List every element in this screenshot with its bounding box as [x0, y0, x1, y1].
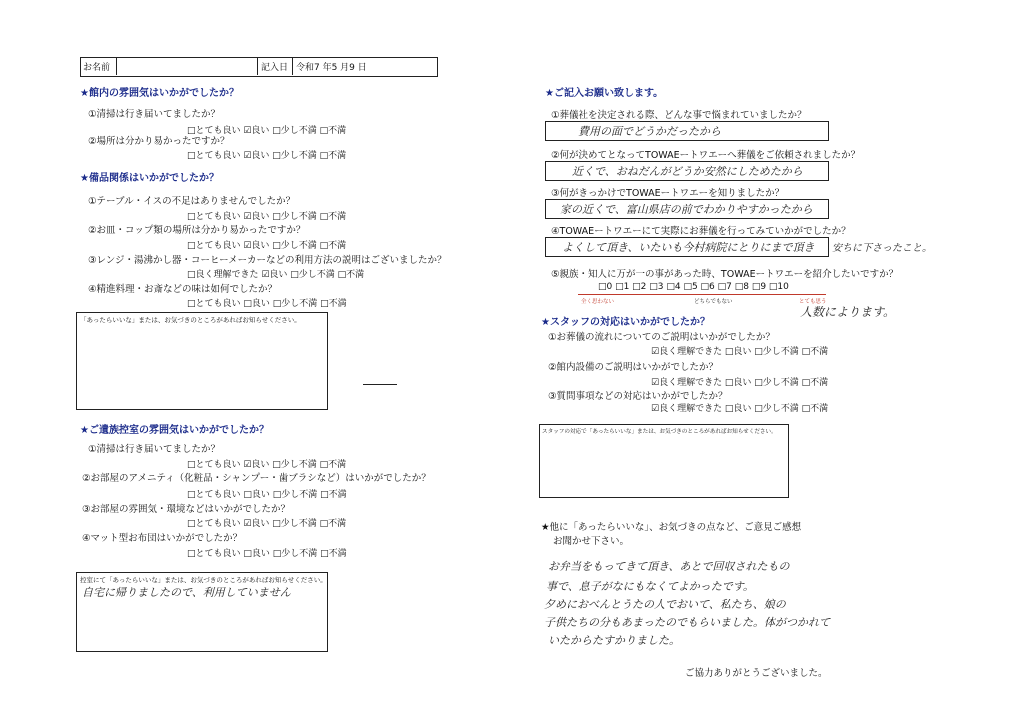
divider-mark: [363, 384, 397, 385]
comment-line: いたからたすかりました。: [548, 634, 680, 647]
other-comments-subtitle: お聞かせ下さい。: [553, 536, 630, 547]
section-title-waiting-room: ★ご遺族控室の雰囲気はいかがでしたか？: [80, 425, 269, 436]
name-field[interactable]: [117, 57, 257, 75]
answer-experience: よくして頂き、いたいも今村病院にとりにまで頂き: [562, 241, 815, 254]
section-title-equipment: ★備品関係はいかがでしたか？: [80, 173, 219, 184]
scale-label-mid: どちらでもない: [694, 299, 733, 305]
staff-comment-box[interactable]: [539, 424, 789, 498]
question-appliances: ③レンジ・湯沸かし器・コーヒーメーカーなどの利用方法の説明はございましたか？: [88, 255, 447, 266]
equipment-comment-caption: 「あったらいいな」または、お気づきのところがあればお知らせください。: [80, 316, 301, 324]
date-value[interactable]: 令和7 年5 月9 日: [296, 63, 367, 73]
question-futon: ④マット型お布団はいかがでしたか？: [82, 533, 243, 544]
options-futon[interactable]: □とても良い □良い □少し不満 □不満: [187, 549, 347, 559]
options-funeral-flow[interactable]: ☑良く理解できた □良い □少し不満 □不満: [651, 347, 829, 357]
answer-concerns: 費用の面でどうかだったから: [578, 125, 721, 138]
name-label: お名前: [83, 63, 111, 73]
waiting-room-comment-caption: 控室にて「あったらいいな」または、お気づきのところがあればお知らせください。: [80, 576, 327, 584]
question-venue-cleaning: ①清掃は行き届いてましたか？: [88, 109, 221, 120]
answer-experience-extra: 安ちに下さったこと。: [832, 243, 932, 254]
question-dishes-location: ②お皿・コップ類の場所は分かり易かったですか？: [88, 225, 306, 236]
answer-decision-reason: 近くで、おねだんがどうか安然にしためたから: [572, 165, 803, 178]
comment-line: 事で、息子がなにもなくてよかったです。: [546, 580, 754, 593]
section-title-staff: ★スタッフの対応はいかがでしたか？: [541, 317, 710, 328]
scale-arrow-line: [578, 294, 826, 295]
section-title-venue: ★館内の雰囲気はいかがでしたか？: [80, 88, 239, 99]
question-decision-reason: ②何が決めてとなってTOWAEートワエーへ葬儀をご依頼されましたか？: [551, 150, 861, 161]
comment-line: お弁当をもってきて頂き、あとで回収されたもの: [548, 560, 790, 573]
question-recommend: ⑤親族・知人に万が一の事があった時、TOWAEートワエーを紹介したいですか？: [551, 269, 899, 280]
options-venue-location[interactable]: □とても良い ☑良い □少し不満 □不満: [187, 151, 347, 161]
question-amenities: ②お部屋のアメニティ（化粧品・シャンプー・歯ブラシなど）はいかがでしたか？: [82, 473, 431, 484]
question-food-taste: ④精進料理・お斎などの味は如何でしたか？: [88, 284, 278, 295]
question-funeral-flow: ①お葬儀の流れについてのご説明はいかがでしたか？: [548, 332, 775, 343]
comment-line: 夕めにおべんとうたの人でおいて、私たち、娘の: [544, 598, 786, 611]
options-inquiry-response[interactable]: ☑良く理解できた □良い □少し不満 □不満: [651, 404, 829, 414]
recommend-scale[interactable]: □0 □1 □2 □3 □4 □5 □6 □7 □8 □9 □10: [598, 282, 789, 292]
date-label: 記入日: [261, 63, 289, 73]
question-inquiry-response: ③質問事項などの対応はいかがでしたか？: [548, 391, 728, 402]
question-venue-location: ②場所は分かり易かったですか？: [88, 136, 230, 147]
other-comments-area[interactable]: [536, 558, 830, 654]
question-tables-chairs: ①テーブル・イスの不足はありませんでしたか？: [88, 196, 296, 207]
comment-line: 子供たちの分もあまったのでもらいました。体がつかれて: [544, 616, 830, 629]
question-experience: ④TOWAEートワエーにて実際にお葬儀を行ってみていかがでしたか？: [551, 226, 851, 237]
answer-how-known: 家の近くで、富山県店の前でわかりやすかったから: [560, 203, 813, 216]
options-food-taste[interactable]: □とても良い □良い □少し不満 □不満: [187, 299, 347, 309]
question-facility-explanation: ②館内設備のご説明はいかがでしたか？: [548, 362, 719, 373]
recommend-note: 人数によります。: [800, 305, 896, 319]
question-room-cleaning: ①清掃は行き届いてましたか？: [88, 444, 221, 455]
options-dishes-location[interactable]: □とても良い ☑良い □少し不満 □不満: [187, 241, 347, 251]
scale-label-high: とても思う: [799, 299, 827, 305]
equipment-comment-box[interactable]: [76, 312, 328, 410]
options-room-atmosphere[interactable]: □とても良い ☑良い □少し不満 □不満: [187, 519, 347, 529]
waiting-room-comment-answer: 自宅に帰りましたので、利用していません: [82, 586, 291, 599]
other-comments-title: ★他に「あったらいいな」、お気づきの点など、ご意見ご感想: [541, 522, 802, 533]
options-room-cleaning[interactable]: □とても良い ☑良い □少し不満 □不満: [187, 460, 347, 470]
options-venue-cleaning[interactable]: □とても良い ☑良い □少し不満 □不満: [187, 126, 347, 136]
question-how-known: ③何がきっかけでTOWAEートワエーを知りましたか？: [551, 188, 785, 199]
scale-label-low: 全く思わない: [581, 299, 615, 305]
options-amenities[interactable]: □とても良い □良い □少し不満 □不満: [187, 490, 347, 500]
staff-comment-caption: スタッフの対応で「あったらいいな」または、お気づきのところがあればお知らせください。: [542, 429, 777, 435]
options-tables-chairs[interactable]: □とても良い ☑良い □少し不満 □不満: [187, 212, 347, 222]
question-room-atmosphere: ③お部屋の雰囲気・環境などはいかがでしたか？: [82, 504, 291, 515]
options-appliances[interactable]: □良く理解できた ☑良い □少し不満 □不満: [187, 270, 365, 280]
options-facility-explanation[interactable]: ☑良く理解できた □良い □少し不満 □不満: [651, 378, 829, 388]
thanks-message: ご協力ありがとうございました。: [685, 668, 828, 679]
section-title-request: ★ご記入お願い致します。: [545, 88, 664, 99]
question-concerns: ①葬儀社を決定される際、どんな事で悩まれていましたか？: [551, 110, 807, 121]
